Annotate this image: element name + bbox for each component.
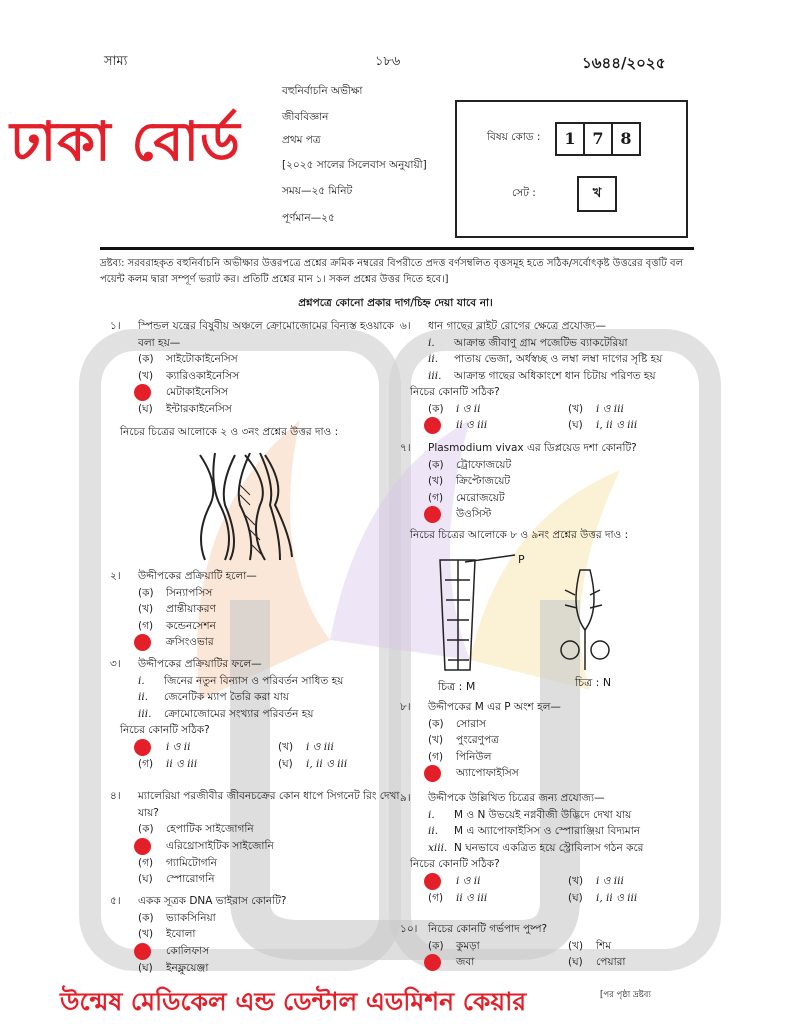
- instruction-note: দ্রষ্টব্য: সরবরাহকৃত বহুনির্বাচনি অভীক্ষার উত্তরপত্রে প্রশ্নের ক্রমিক নম্বরের বিপরীতে প্রদত্ত বর্ণসম্বলিত বৃত্তসমূহ হতে সঠিক/সর্বোৎকৃষ্ট উত্তরের বৃত্তটি বল পয়েন্ট কলম দ্বারা সম্পূর্ণ ভরাট কর। প্রতিটি প্রশ্নের মান ১। সকল প্রশ্নের উত্তর দিতে হবে।]: [100, 258, 684, 285]
- statement: [400, 823, 700, 840]
- question-text: উদ্দীপকের প্রক্রিয়াটির ফলে—: [138, 658, 262, 670]
- filled-answer-dot: [134, 384, 151, 401]
- answer-option-marked[interactable]: [400, 506, 700, 523]
- filled-answer-dot: [134, 739, 151, 756]
- answer-option-marked[interactable]: [110, 943, 400, 960]
- answer-option[interactable]: [278, 739, 418, 756]
- answer-option[interactable]: [110, 960, 400, 977]
- statement-text: ক্রোমোজোমের সংখ্যার পরিবর্তন হয়: [164, 707, 314, 720]
- statement: [400, 368, 700, 385]
- answer-option[interactable]: [110, 368, 400, 385]
- option-text: সোরাস: [456, 717, 486, 730]
- option-label: (খ): [138, 603, 154, 615]
- options-grid: [400, 401, 700, 435]
- header-right-code: ১৬৪৪/২০২৫: [582, 54, 666, 72]
- option-text: ক্যারিওকাইনেসিস: [166, 369, 240, 382]
- set-label: সেট :: [512, 187, 536, 199]
- option-text: ইনফ্লুয়েঞ্জা: [166, 961, 209, 974]
- question-stem: [110, 318, 400, 351]
- statement-numeral: i.: [428, 336, 435, 349]
- option-text: অ্যাপোফাইসিস: [456, 767, 519, 780]
- answer-option[interactable]: [400, 490, 700, 507]
- option-text: i ও iii: [596, 402, 624, 415]
- option-label: (ক): [138, 911, 154, 924]
- subject-code-box: [455, 100, 688, 238]
- page-turn-note: [পর পৃষ্ঠা দ্রষ্টব্য: [600, 990, 651, 1000]
- option-text: ii ও iii: [456, 419, 488, 432]
- option-text: ইন্টারকাইনেসিস: [166, 403, 232, 415]
- option-label: (খ): [568, 874, 584, 887]
- option-text: এরিথ্রোসাইটিক সাইজোনি: [166, 839, 274, 852]
- statement-text: M এ অ্যাপোফাইসিস ও স্পোরাঞ্জিয়া বিদ্যমান: [454, 825, 641, 837]
- figure-label-p: P: [518, 553, 525, 566]
- option-text: i, ii ও iii: [306, 757, 348, 770]
- option-label: (ঘ): [568, 419, 583, 432]
- answer-option-marked[interactable]: [428, 954, 568, 971]
- option-label: (ক): [428, 458, 444, 471]
- question-number: ৫।: [110, 895, 121, 907]
- option-text: কোলিফাস: [166, 944, 210, 957]
- filled-answer-dot: [424, 417, 441, 434]
- statement-numeral: ii.: [138, 691, 149, 703]
- question-stem: [400, 790, 700, 807]
- option-label: (গ): [428, 891, 444, 904]
- set-value: খ: [577, 176, 617, 212]
- option-text: ক্রসিংওভার: [166, 636, 214, 649]
- answer-option[interactable]: [400, 716, 700, 733]
- option-label: (খ): [568, 402, 584, 415]
- question-q8: [400, 699, 700, 782]
- option-label: (ঘ): [568, 891, 583, 904]
- option-label: (ঘ): [568, 956, 583, 969]
- full-marks: পূর্ণমান—২৫: [282, 212, 335, 224]
- figure-caption-m: চিত্র : M: [438, 680, 476, 693]
- option-text: ক্রিপ্টোজয়েট: [456, 475, 511, 487]
- answer-option-marked[interactable]: [428, 417, 568, 434]
- answer-option-marked[interactable]: [110, 384, 400, 401]
- statement-numeral: i.: [138, 674, 145, 687]
- option-text: সাইটোকাইনেসিস: [166, 353, 238, 365]
- option-text: i ও ii: [166, 740, 191, 753]
- figure-instruction: নিচের চিত্রের আলোকে ২ ও ৩নং প্রশ্নের উত্তর দাও :: [120, 426, 339, 438]
- option-label: (খ): [428, 734, 444, 746]
- answer-option[interactable]: [400, 473, 700, 490]
- options-grid: [110, 739, 400, 773]
- option-text: পেয়ারা: [596, 956, 626, 969]
- option-text: স্পোরোগনি: [166, 873, 215, 885]
- question-stem: [110, 893, 400, 910]
- option-label: (ঘ): [138, 873, 153, 885]
- divider: [100, 247, 694, 250]
- question-text: ম্যালেরিয়া পরজীবীর জীবনচক্রের কোন ধাপে সিগনেট রিং দেখা যায়?: [138, 790, 400, 819]
- answer-option[interactable]: [278, 756, 418, 773]
- statement: [400, 807, 700, 824]
- question-text: নিচের কোনটি গর্ভপাদ পুষ্প?: [428, 923, 548, 935]
- answer-option[interactable]: [110, 618, 400, 635]
- option-label: (ক): [428, 717, 444, 730]
- answer-option[interactable]: [110, 910, 400, 927]
- option-text: ভ্যাকসিনিয়া: [166, 911, 216, 924]
- code-digit: 8: [611, 122, 641, 156]
- question-number: ৩।: [110, 658, 121, 670]
- option-label: (গ): [138, 757, 154, 770]
- option-text: i, ii ও iii: [596, 419, 638, 432]
- question-q4: [110, 788, 400, 888]
- syllabus: [২০২৫ সালের সিলেবাস অনুযায়ী]: [282, 159, 427, 171]
- filled-answer-dot: [424, 873, 441, 890]
- answer-option[interactable]: [568, 401, 708, 418]
- answer-option[interactable]: [110, 871, 400, 888]
- question-number: ১।: [110, 320, 121, 332]
- statement-text: জেনেটিক ম্যাপ তৈরি করা যায়: [164, 691, 289, 703]
- option-text: ii ও iii: [456, 891, 488, 904]
- option-label: (খ): [278, 740, 294, 753]
- statement: [110, 689, 400, 706]
- filled-answer-dot: [424, 506, 441, 523]
- answer-option-marked[interactable]: [110, 838, 400, 855]
- figure-caption-n: চিত্র : N: [575, 676, 612, 689]
- option-text: কন্ডেনসেশন: [166, 619, 216, 632]
- question-q1: [110, 318, 400, 418]
- board-title: ঢাকা বোর্ড: [10, 110, 241, 173]
- option-label: (খ): [138, 928, 154, 940]
- option-text: সিন্যাপসিস: [166, 586, 213, 599]
- answer-option-marked[interactable]: [400, 765, 700, 782]
- no-marks-note: প্রশ্নপত্রে কোনো প্রকার দাগ/চিহ্ন দেয়া যাবে না।: [298, 297, 493, 309]
- statement-text: M ও N উভয়েই নগ্নবীজী উদ্ভিদে দেখা যায়: [454, 808, 632, 821]
- option-label: (খ): [428, 475, 444, 487]
- question-number: ১০।: [400, 923, 418, 935]
- option-text: প্রান্তীয়াকরণ: [166, 603, 216, 615]
- answer-option[interactable]: [110, 401, 400, 418]
- option-label: (ঘ): [278, 757, 293, 770]
- option-label: (গ): [138, 856, 154, 869]
- footer-brand: উন্মেষ মেডিকেল এন্ড ডেন্টাল এডমিশন কেয়ার: [60, 987, 527, 1016]
- question-text: স্পিন্ডল যন্ত্রের বিষুবীয় অঞ্চলে ক্রোমোজোমের বিন্যস্ত হওয়াকে বলা হয়—: [138, 320, 395, 349]
- question-stem: [400, 699, 700, 716]
- option-text: কুমড়া: [456, 939, 480, 952]
- option-text: হেপাটিক সাইজোগনি: [166, 823, 254, 835]
- answer-option-marked[interactable]: [138, 739, 278, 756]
- question-number: ৪।: [110, 790, 121, 802]
- statement: [400, 335, 700, 352]
- option-text: মেরোজয়েট: [456, 491, 505, 504]
- code-digit: 7: [583, 122, 613, 156]
- option-label: (খ): [568, 939, 584, 952]
- statement: [110, 673, 400, 690]
- exam-type: বহুনির্বাচনি অভীক্ষা: [282, 85, 363, 97]
- question-q6: [400, 318, 700, 434]
- header-left: সাম্য: [104, 54, 128, 69]
- option-text: i ও iii: [306, 740, 334, 753]
- answer-option[interactable]: [568, 954, 708, 971]
- statement-text: N ঘনভাবে একত্রিত হয়ে স্ট্রোবিলাস গঠন করে: [454, 841, 644, 854]
- figure-instruction: নিচের চিত্রের আলোকে ৮ ও ৯নং প্রশ্নের উত্তর দাও :: [410, 529, 629, 541]
- paper: প্রথম পত্র: [282, 134, 321, 146]
- subject-code-label: বিষয় কোড :: [487, 131, 541, 143]
- question-instr2: [400, 527, 700, 544]
- statement-numeral: iii.: [428, 369, 442, 382]
- option-text: i ও ii: [456, 874, 481, 887]
- answer-option[interactable]: [568, 890, 708, 907]
- question-stem: [110, 656, 400, 673]
- question-text: উদ্দীপকে উল্লিখিত চিত্রের জন্য প্রযোজ্য—: [428, 792, 605, 804]
- question-q7: [400, 440, 700, 523]
- statement-numeral: xiii.: [428, 841, 448, 854]
- question-text: ধান গাছের ব্লাইট রোগের ক্ষেত্রে প্রযোজ্য—: [428, 320, 606, 332]
- answer-option[interactable]: [110, 855, 400, 872]
- option-text: মেটাকাইনেসিস: [166, 386, 229, 399]
- answer-option[interactable]: [110, 585, 400, 602]
- answer-option-marked[interactable]: [110, 634, 400, 651]
- options-grid: [400, 873, 700, 907]
- option-label: (ক): [138, 586, 154, 599]
- option-label: (ক): [428, 939, 444, 952]
- filled-answer-dot: [134, 943, 151, 960]
- statement-numeral: i.: [428, 808, 435, 821]
- answer-option[interactable]: [568, 873, 708, 890]
- options-grid: [400, 938, 700, 972]
- filled-answer-dot: [134, 634, 151, 651]
- option-text: ii ও iii: [166, 757, 198, 770]
- option-text: গ্যামিটোগনি: [166, 856, 217, 869]
- option-label: (গ): [428, 491, 444, 504]
- time: সময়—২৫ মিনিট: [282, 185, 353, 197]
- answer-option[interactable]: [138, 756, 278, 773]
- statement: [400, 840, 700, 857]
- question-q5: [110, 893, 400, 976]
- option-label: (গ): [428, 750, 444, 763]
- chromosome-figure: [180, 445, 300, 565]
- which-correct-prompt: নিচের কোনটি সঠিক?: [410, 386, 500, 398]
- option-text: জবা: [456, 956, 475, 969]
- question-stem: [400, 440, 700, 457]
- fern-figure: [420, 550, 620, 680]
- code-digit: 1: [555, 122, 585, 156]
- statement-numeral: ii.: [428, 353, 439, 365]
- question-text: উদ্দীপকের M এর P অংশ হল—: [428, 701, 561, 713]
- option-label: (ক): [138, 823, 154, 835]
- question-number: ৯।: [400, 792, 411, 804]
- which-correct-prompt: নিচের কোনটি সঠিক?: [410, 858, 500, 870]
- question-text: একক সূত্রক DNA ভাইরাস কোনটি?: [138, 895, 287, 907]
- question-stem: [400, 921, 700, 938]
- statement-numeral: ii.: [428, 825, 439, 837]
- question-text: উদ্দীপকের প্রক্রিয়াটি হলো—: [138, 570, 257, 582]
- statement-text: জিনের নতুন বিন্যাস ও পরিবর্তন সাধিত হয়: [164, 674, 344, 687]
- option-text: i ও ii: [456, 402, 481, 415]
- option-text: শিম: [596, 939, 612, 952]
- question-q10: [400, 921, 700, 971]
- answer-option[interactable]: [428, 890, 568, 907]
- answer-option[interactable]: [110, 821, 400, 838]
- question-stem: [110, 788, 400, 821]
- question-text: Plasmodium vivax এর ডিপ্লয়েড দশা কোনটি?: [428, 442, 637, 454]
- statement: [110, 706, 400, 723]
- subject: জীববিজ্ঞান: [282, 111, 329, 123]
- answer-option[interactable]: [400, 457, 700, 474]
- answer-option[interactable]: [428, 938, 568, 955]
- option-text: i, ii ও iii: [596, 891, 638, 904]
- option-text: উওসিস্ট: [456, 508, 492, 521]
- question-number: ৮।: [400, 701, 411, 713]
- question-number: ৭।: [400, 442, 411, 454]
- option-text: ইবোলা: [166, 928, 196, 940]
- question-number: ২।: [110, 570, 121, 582]
- question-q2: [110, 568, 400, 651]
- question-q9: [400, 790, 700, 906]
- option-label: (ক): [428, 402, 444, 415]
- filled-answer-dot: [424, 954, 441, 971]
- question-q3: [110, 656, 400, 772]
- option-label: (ক): [138, 353, 154, 365]
- answer-option[interactable]: [568, 938, 708, 955]
- which-correct-prompt: নিচের কোনটি সঠিক?: [120, 724, 210, 736]
- option-text: পিনিউল: [456, 750, 492, 763]
- answer-option[interactable]: [400, 749, 700, 766]
- question-number: ৬।: [400, 320, 411, 332]
- answer-option[interactable]: [110, 926, 400, 943]
- statement-text: পাতায় ভেজা, অর্ধস্বচ্ছ ও লম্বা লম্বা দাগের সৃষ্টি হয়: [454, 353, 663, 365]
- statement-numeral: iii.: [138, 707, 152, 720]
- statement-text: আক্রান্ত জীবাণু গ্রাম পজেটিভ ব্যাকটেরিয়া: [454, 336, 628, 349]
- question-stem: [110, 568, 400, 585]
- option-text: পুংরেণুপত্র: [456, 734, 499, 746]
- question-stem: [400, 318, 700, 335]
- statement-text: আক্রান্ত গাছের অধিকাংশে ধান চিটায় পরিণত হয়: [454, 369, 656, 382]
- filled-answer-dot: [134, 838, 151, 855]
- option-label: (খ): [138, 369, 154, 382]
- option-label: (ঘ): [138, 961, 153, 974]
- answer-option[interactable]: [568, 417, 708, 434]
- answer-option[interactable]: [110, 351, 400, 368]
- page-number: ১৮৬: [375, 54, 401, 69]
- option-label: (ঘ): [138, 403, 153, 415]
- answer-option[interactable]: [110, 601, 400, 618]
- option-label: (গ): [138, 619, 154, 632]
- option-text: i ও iii: [596, 874, 624, 887]
- option-text: ট্রোফোজয়েট: [456, 458, 512, 471]
- filled-answer-dot: [424, 765, 441, 782]
- statement: [400, 351, 700, 368]
- answer-option[interactable]: [428, 401, 568, 418]
- answer-option[interactable]: [400, 732, 700, 749]
- answer-option-marked[interactable]: [428, 873, 568, 890]
- question-instr1: [110, 424, 400, 441]
